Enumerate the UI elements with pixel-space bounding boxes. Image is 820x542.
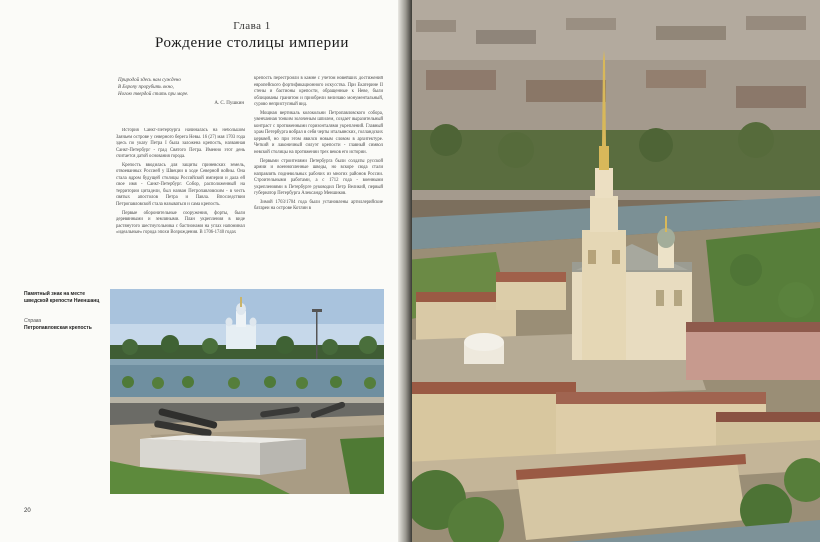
epigraph-line: В Европу прорубить окно,	[118, 85, 174, 90]
caption-monument: Памятный знак на месте шведской крепости Ниеншанц	[24, 291, 100, 304]
paragraph: Мощная вертикаль колокольни Петропавловского собора, увенчанная тонким золоченым шпилем, создает выразительный контраст с протяженными горизонталями укреплений. Главный храм Петербурга вобрал в себя черты итальянских, голландских церквей, но при этом явился новым словом в архитектуре. Четкий и лаконичный силуэт крепости - главный символ невской столицы на протяжении трех веков его истории.	[254, 110, 383, 156]
paragraph: Первые оборонительные сооружения, форты, были деревянными и земляными. План укрепления в виде растянутого шестиугольника с бастионами на углах напоминал «идеальные» города эпохи Возрождения. В 1706-1740 годах	[116, 210, 245, 236]
paragraph: крепость перестроили в камне с учетом новейших достижений европейского фортификационного искусства. При Екатерине II стены и бастионы крепости, обращенные к Неве, были облицованы гранитом и приобрели величаво монументальный, сурово неприступный вид.	[254, 76, 383, 108]
body-column-left	[116, 128, 245, 285]
paragraph: Первыми строителями Петербурга были солдаты русской армии и военнопленные шведы, но вскоре сюда стали направлять подневольных рабочих из многих районов России. Строительными работами, а с 1712 года - военными укреплениями в Петербурге руководил Петр Великий, первый губернатор Петербурга Александр Меншиков.	[254, 158, 383, 197]
photo-aerial-fortress	[406, 0, 820, 542]
paragraph: Зимой 1703/1704 года были установлены артиллерийские батареи на острове Котлин в	[254, 199, 383, 212]
book-gutter	[398, 0, 412, 542]
chapter-label: Глава 1	[233, 20, 271, 32]
body-column-right	[254, 76, 383, 284]
photo-aerial-fortress-image	[406, 0, 820, 542]
photo-canals-monument	[110, 289, 384, 494]
left-page	[0, 0, 404, 542]
epigraph-line: Ногою твердой стать при море.	[118, 92, 189, 97]
epigraph-author: А. С. Пушкин	[214, 101, 244, 106]
epigraph-line: Природой здесь нам суждено	[118, 78, 181, 83]
page-number: 20	[24, 508, 31, 514]
paragraph: История Санкт-Петербурга начиналась на небольшом Заячьем острове у северного берега Невы. 16 (27) мая 1703 года здесь по указу Петра I была заложена крепость, названная Санкт-Петербург - град Святого Петра. Именно этот день считается датой основания города.	[116, 128, 245, 160]
paragraph: Крепость вводилась для защиты приневских земель, отвоеванных Россией у Швеции в ходе Северной войны. Она стала ядром будущей столицы Российской империи и дала ей свое имя - Санкт-Петербург. Собор, расположенный на территории цитадели, был назван Петропавловским - в честь святых апостолов Петра и Павла. Впоследствии Петропавловской стала называться и сама крепость.	[116, 162, 245, 208]
right-page	[406, 0, 820, 542]
photo-canals-monument-image	[110, 289, 384, 494]
caption-fortress: Петропавловская крепость	[24, 325, 92, 331]
chapter-title: Рождение столицы империи	[154, 35, 350, 51]
caption-direction: Справа	[24, 318, 42, 324]
epigraph	[118, 77, 243, 98]
